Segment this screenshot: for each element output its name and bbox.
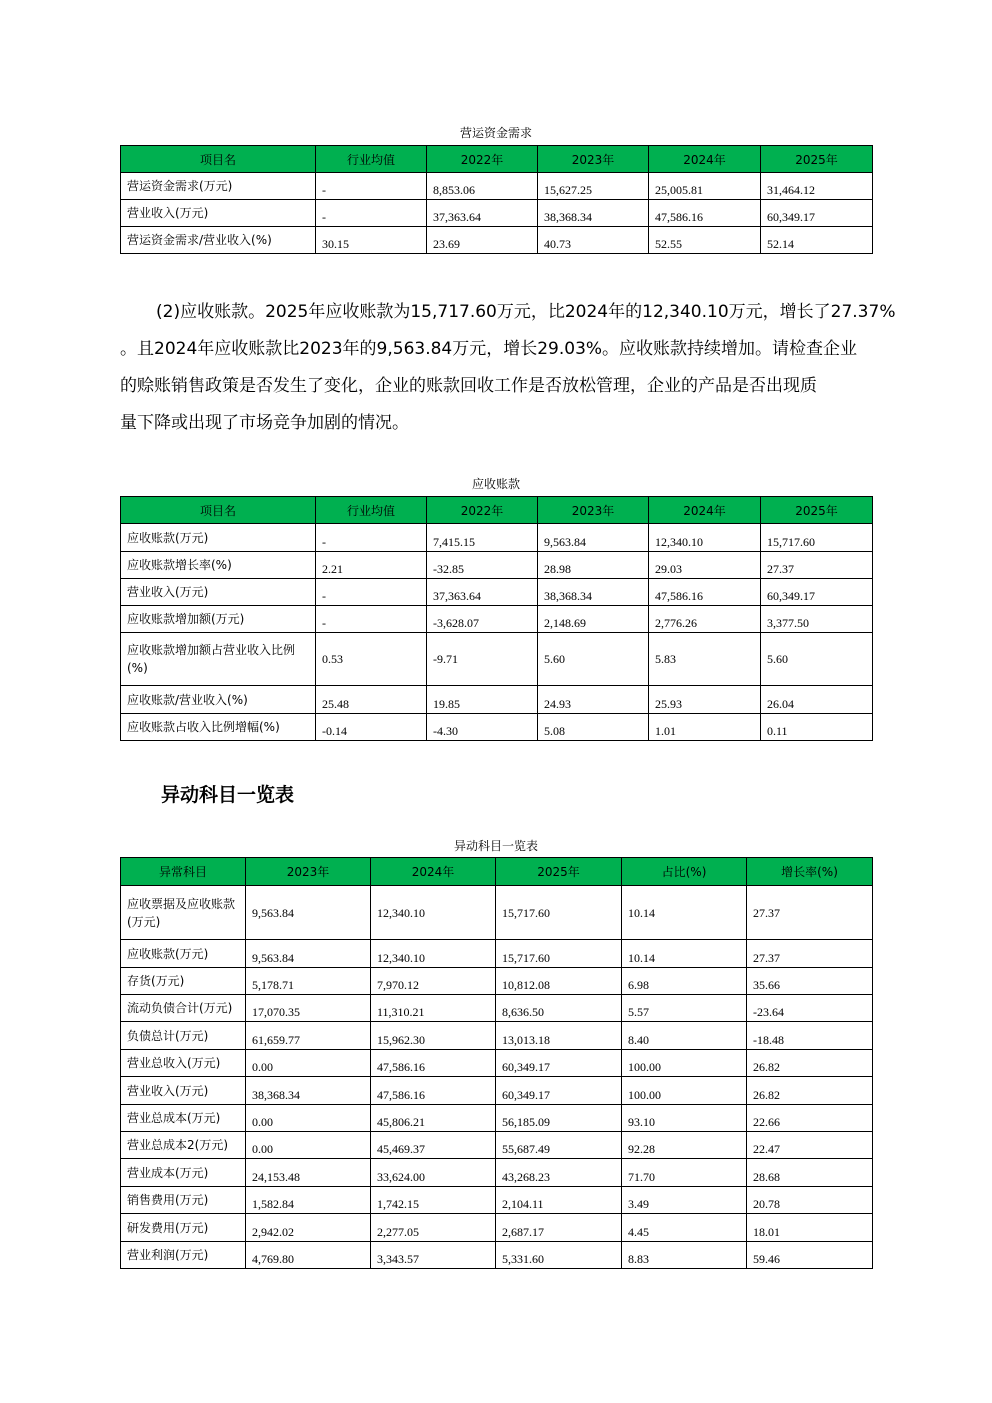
header-cell: 行业均值 xyxy=(316,497,427,524)
table-row xyxy=(121,886,873,940)
cell: 31,464.12 xyxy=(761,173,873,200)
cell: 26.04 xyxy=(761,686,873,714)
cell: 8.40 xyxy=(622,1022,747,1050)
table-row xyxy=(121,606,873,633)
cell: 40.73 xyxy=(538,227,649,254)
cell: 43,268.23 xyxy=(496,1159,622,1187)
cell: 9,563.84 xyxy=(246,940,371,968)
cell: 15,627.25 xyxy=(538,173,649,200)
cell: 10.14 xyxy=(622,886,747,940)
table-row xyxy=(121,1187,873,1214)
cell: 29.03 xyxy=(649,552,761,579)
row-label: 销售费用(万元) xyxy=(121,1187,246,1214)
table-row xyxy=(121,200,873,227)
cell: 0.00 xyxy=(246,1050,371,1077)
table-row xyxy=(121,1050,873,1077)
cell: 38,368.34 xyxy=(538,200,649,227)
cell: 13,013.18 xyxy=(496,1022,622,1050)
cell: 4.45 xyxy=(622,1214,747,1242)
cell: 2,148.69 xyxy=(538,606,649,633)
analysis-paragraph xyxy=(120,294,896,442)
cell: 2,687.17 xyxy=(496,1214,622,1242)
cell: 55,687.49 xyxy=(496,1132,622,1159)
cell: 60,349.17 xyxy=(761,579,873,606)
table-row xyxy=(121,227,873,254)
paragraph-line: 量下降或出现了市场竞争加剧的情况。 xyxy=(120,413,409,433)
cell: 56,185.09 xyxy=(496,1105,622,1132)
table-row xyxy=(121,552,873,579)
cell: -9.71 xyxy=(427,633,538,686)
cell: 12,340.10 xyxy=(371,886,496,940)
cell: 52.14 xyxy=(761,227,873,254)
cell: 60,349.17 xyxy=(496,1077,622,1105)
cell: 47,586.16 xyxy=(371,1077,496,1105)
cell: 5.60 xyxy=(761,633,873,686)
cell: 9,563.84 xyxy=(538,524,649,552)
cell: 47,586.16 xyxy=(649,200,761,227)
row-label: 应收账款增长率(%) xyxy=(121,552,316,579)
row-label: 营业收入(万元) xyxy=(121,200,316,227)
cell: 2,277.05 xyxy=(371,1214,496,1242)
row-label: 应收票据及应收账款(万元) xyxy=(121,886,246,940)
cell: 8,636.50 xyxy=(496,995,622,1022)
cell: 2.21 xyxy=(316,552,427,579)
cell: 24,153.48 xyxy=(246,1159,371,1187)
header-cell: 2025年 xyxy=(496,858,622,886)
table-row xyxy=(121,1242,873,1269)
row-label: 营运资金需求/营业收入(%) xyxy=(121,227,316,254)
cell: 22.47 xyxy=(747,1132,873,1159)
cell: 15,717.60 xyxy=(496,940,622,968)
cell: - xyxy=(316,606,427,633)
cell: -23.64 xyxy=(747,995,873,1022)
row-label: 营业总成本(万元) xyxy=(121,1105,246,1132)
header-cell: 2024年 xyxy=(649,497,761,524)
header-cell: 2023年 xyxy=(538,497,649,524)
cell: 60,349.17 xyxy=(761,200,873,227)
cell: 5.57 xyxy=(622,995,747,1022)
cell: 26.82 xyxy=(747,1050,873,1077)
table-row xyxy=(121,1105,873,1132)
cell: 71.70 xyxy=(622,1159,747,1187)
receivables-table xyxy=(120,496,873,741)
cell: 92.28 xyxy=(622,1132,747,1159)
row-label: 应收账款(万元) xyxy=(121,524,316,552)
table-row xyxy=(121,633,873,686)
cell: 8,853.06 xyxy=(427,173,538,200)
row-label: 营运资金需求(万元) xyxy=(121,173,316,200)
table-caption-receivables: 应收账款 xyxy=(471,477,520,491)
header-cell: 增长率(%) xyxy=(747,858,873,886)
row-label: 应收账款增加额占营业收入比例(%) xyxy=(121,633,316,686)
cell: 27.37 xyxy=(747,940,873,968)
cell: 28.68 xyxy=(747,1159,873,1187)
header-cell: 异常科目 xyxy=(121,858,246,886)
row-label: 营业收入(万元) xyxy=(121,1077,246,1105)
row-label: 流动负债合计(万元) xyxy=(121,995,246,1022)
header-cell: 2025年 xyxy=(761,146,873,173)
cell: 15,717.60 xyxy=(496,886,622,940)
cell: 100.00 xyxy=(622,1077,747,1105)
table-row xyxy=(121,995,873,1022)
cell: - xyxy=(316,173,427,200)
cell: 61,659.77 xyxy=(246,1022,371,1050)
cell: 15,962.30 xyxy=(371,1022,496,1050)
table-caption-anomaly: 异动科目一览表 xyxy=(453,839,538,853)
header-cell: 项目名 xyxy=(121,146,316,173)
table-caption-working-capital: 营运资金需求 xyxy=(459,126,532,140)
cell: 35.66 xyxy=(747,968,873,995)
cell: 4,769.80 xyxy=(246,1242,371,1269)
cell: 1,582.84 xyxy=(246,1187,371,1214)
row-label: 应收账款/营业收入(%) xyxy=(121,686,316,714)
cell: 100.00 xyxy=(622,1050,747,1077)
cell: 3,343.57 xyxy=(371,1242,496,1269)
header-cell: 2024年 xyxy=(371,858,496,886)
row-label: 营业总成本2(万元) xyxy=(121,1132,246,1159)
header-cell: 2022年 xyxy=(427,146,538,173)
row-label: 应收账款占收入比例增幅(%) xyxy=(121,714,316,741)
cell: 27.37 xyxy=(761,552,873,579)
paragraph-line: (2)应收账款。2025年应收账款为15,717.60万元，比2024年的12,340.10万元，增长了27.37% xyxy=(156,302,896,322)
cell: 11,310.21 xyxy=(371,995,496,1022)
cell: 45,806.21 xyxy=(371,1105,496,1132)
header-cell: 2024年 xyxy=(649,146,761,173)
cell: -4.30 xyxy=(427,714,538,741)
cell: 2,942.02 xyxy=(246,1214,371,1242)
header-cell: 行业均值 xyxy=(316,146,427,173)
cell: 25.93 xyxy=(649,686,761,714)
cell: 2,776.26 xyxy=(649,606,761,633)
cell: 3.49 xyxy=(622,1187,747,1214)
cell: - xyxy=(316,200,427,227)
cell: 47,586.16 xyxy=(649,579,761,606)
cell: 38,368.34 xyxy=(246,1077,371,1105)
cell: 10,812.08 xyxy=(496,968,622,995)
table-row xyxy=(121,524,873,552)
table-row xyxy=(121,686,873,714)
table-row xyxy=(121,714,873,741)
table-header-row xyxy=(121,858,873,886)
cell: 9,563.84 xyxy=(246,886,371,940)
cell: 15,717.60 xyxy=(761,524,873,552)
cell: 25,005.81 xyxy=(649,173,761,200)
cell: 27.37 xyxy=(747,886,873,940)
row-label: 营业成本(万元) xyxy=(121,1159,246,1187)
cell: 5.60 xyxy=(538,633,649,686)
cell: 52.55 xyxy=(649,227,761,254)
cell: 37,363.64 xyxy=(427,579,538,606)
cell: 5,178.71 xyxy=(246,968,371,995)
table-row xyxy=(121,173,873,200)
cell: 23.69 xyxy=(427,227,538,254)
header-cell: 2023年 xyxy=(246,858,371,886)
cell: 28.98 xyxy=(538,552,649,579)
section-heading: 异动科目一览表 xyxy=(161,784,295,806)
row-label: 应收账款(万元) xyxy=(121,940,246,968)
cell: 37,363.64 xyxy=(427,200,538,227)
cell: 7,415.15 xyxy=(427,524,538,552)
cell: 6.98 xyxy=(622,968,747,995)
cell: 19.85 xyxy=(427,686,538,714)
cell: 38,368.34 xyxy=(538,579,649,606)
row-label: 营业利润(万元) xyxy=(121,1242,246,1269)
table-row xyxy=(121,1159,873,1187)
cell: 0.00 xyxy=(246,1105,371,1132)
table-row xyxy=(121,940,873,968)
header-cell: 项目名 xyxy=(121,497,316,524)
cell: 12,340.10 xyxy=(649,524,761,552)
table-row xyxy=(121,1077,873,1105)
cell: 1.01 xyxy=(649,714,761,741)
cell: - xyxy=(316,579,427,606)
table-row xyxy=(121,1214,873,1242)
cell: 18.01 xyxy=(747,1214,873,1242)
table-row xyxy=(121,1132,873,1159)
cell: 5.83 xyxy=(649,633,761,686)
row-label: 营业收入(万元) xyxy=(121,579,316,606)
cell: 0.11 xyxy=(761,714,873,741)
cell: 10.14 xyxy=(622,940,747,968)
table-row xyxy=(121,1022,873,1050)
cell: 12,340.10 xyxy=(371,940,496,968)
cell: 93.10 xyxy=(622,1105,747,1132)
cell: 5.08 xyxy=(538,714,649,741)
cell: -32.85 xyxy=(427,552,538,579)
cell: 0.00 xyxy=(246,1132,371,1159)
cell: 47,586.16 xyxy=(371,1050,496,1077)
row-label: 存货(万元) xyxy=(121,968,246,995)
paragraph-line: 。且2024年应收账款比2023年的9,563.84万元，增长29.03%。应收账款持续增加。请检查企业 xyxy=(120,339,858,359)
cell: 2,104.11 xyxy=(496,1187,622,1214)
cell: - xyxy=(316,524,427,552)
paragraph-line: 的赊账销售政策是否发生了变化，企业的账款回收工作是否放松管理，企业的产品是否出现质 xyxy=(120,376,817,396)
table-row xyxy=(121,579,873,606)
cell: 3,377.50 xyxy=(761,606,873,633)
row-label: 负债总计(万元) xyxy=(121,1022,246,1050)
cell: 45,469.37 xyxy=(371,1132,496,1159)
cell: 7,970.12 xyxy=(371,968,496,995)
cell: 30.15 xyxy=(316,227,427,254)
cell: 5,331.60 xyxy=(496,1242,622,1269)
cell: 33,624.00 xyxy=(371,1159,496,1187)
cell: -0.14 xyxy=(316,714,427,741)
table-row xyxy=(121,968,873,995)
anomaly-accounts-table xyxy=(120,857,873,1269)
cell: 60,349.17 xyxy=(496,1050,622,1077)
header-cell: 2023年 xyxy=(538,146,649,173)
cell: 59.46 xyxy=(747,1242,873,1269)
table-header-row xyxy=(121,146,873,173)
cell: 20.78 xyxy=(747,1187,873,1214)
row-label: 应收账款增加额(万元) xyxy=(121,606,316,633)
header-cell: 2025年 xyxy=(761,497,873,524)
cell: 25.48 xyxy=(316,686,427,714)
cell: 24.93 xyxy=(538,686,649,714)
row-label: 营业总收入(万元) xyxy=(121,1050,246,1077)
cell: 0.53 xyxy=(316,633,427,686)
table-header-row xyxy=(121,497,873,524)
working-capital-table xyxy=(120,145,873,254)
cell: 8.83 xyxy=(622,1242,747,1269)
cell: 26.82 xyxy=(747,1077,873,1105)
header-cell: 2022年 xyxy=(427,497,538,524)
cell: -18.48 xyxy=(747,1022,873,1050)
cell: 22.66 xyxy=(747,1105,873,1132)
cell: 17,070.35 xyxy=(246,995,371,1022)
cell: 1,742.15 xyxy=(371,1187,496,1214)
cell: -3,628.07 xyxy=(427,606,538,633)
row-label: 研发费用(万元) xyxy=(121,1214,246,1242)
header-cell: 占比(%) xyxy=(622,858,747,886)
